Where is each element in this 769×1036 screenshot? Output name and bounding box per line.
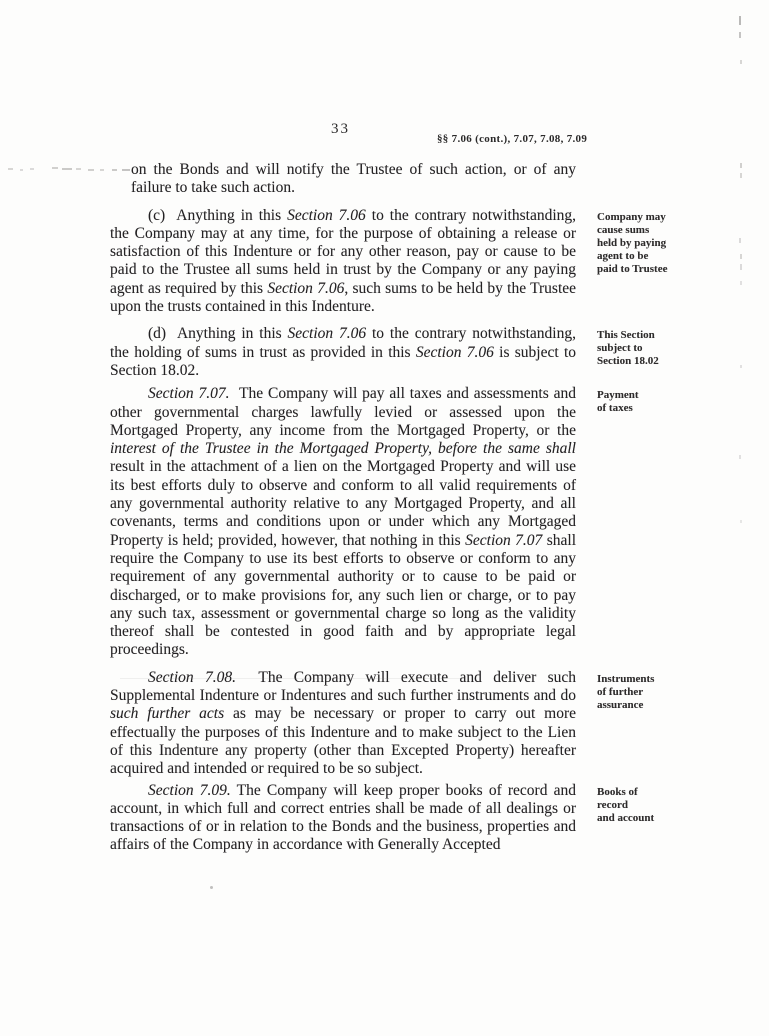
margin-note-books-of-record — [597, 786, 692, 825]
italic-run: interest of the Trustee in the Mortgaged Property, before the same shall — [110, 440, 576, 458]
scan-artifact — [739, 455, 741, 459]
margin-note-line: paid to Trustee — [597, 263, 668, 275]
scan-artifact — [100, 169, 104, 171]
text-run: The Company will keep proper books of record and account, in which full and correct entries shall be made of all dealings or transactions of or in relation to the Bonds and the business, properties and affairs of the Company in accordance with Generally Accepted — [110, 781, 576, 854]
margin-note-line: of taxes — [597, 402, 633, 414]
scan-artifact — [740, 60, 742, 64]
text-run: shall require the Company to use its best efforts to observe or conform to any requirement of any governmental authority or to cause to be paid or discharged, or to make provisions for, any such lien or charge, or to pay any such tax, assessment or governmental charge so long as the validity thereof shall be contested in good faith and by appropriate legal proceedings. — [110, 531, 577, 659]
para-7-06-d — [110, 325, 576, 380]
para-7-06-c — [110, 207, 576, 317]
text-run: (c) Anything in this — [148, 206, 288, 224]
scan-artifact — [740, 281, 742, 285]
scan-artifact — [740, 163, 742, 168]
para-7-08 — [110, 669, 576, 779]
para-7-09 — [110, 782, 576, 855]
margin-note-line: subject to — [597, 342, 643, 354]
scan-artifact — [52, 167, 58, 169]
margin-note-line: assurance — [597, 699, 644, 711]
text-run: is subject to Section 18.02. — [110, 343, 576, 379]
text-run: to the contrary notwithstanding, the holding of sums in trust as provided in this — [110, 325, 576, 361]
scan-artifact — [740, 264, 742, 270]
text-run: The Company will execute and deliver such Supplemental Indenture or Indentures and such further instruments and do — [110, 668, 577, 705]
italic-run: Section 7.06 — [415, 343, 494, 361]
scan-artifact — [112, 169, 117, 171]
margin-note-line: held by paying — [597, 237, 667, 249]
scan-artifact — [88, 169, 94, 171]
margin-note-section-18-02 — [597, 329, 692, 368]
text-run: , such sums to be held by the Trustee upon the trusts contained in this Indenture. — [110, 279, 577, 316]
italic-run: Section 7.06 — [267, 279, 345, 297]
text-run: The Company will pay all taxes and assessments and other governmental charges lawfully levied or assessed upon the Mortgaged Property, any income from the Mortgaged Property, or the — [110, 385, 576, 439]
para-7-07 — [110, 385, 576, 659]
scan-artifact — [62, 168, 72, 170]
margin-note-line: agent to be — [597, 250, 649, 262]
scan-artifact — [76, 168, 81, 170]
scan-artifact — [739, 32, 741, 38]
scan-artifact — [8, 168, 13, 170]
margin-note-line: This Section — [597, 329, 655, 341]
page-number: 33 — [331, 121, 350, 137]
margin-note-line: cause sums — [597, 224, 650, 236]
italic-run: Section 7.07 — [465, 531, 543, 549]
margin-note-line: record — [597, 799, 628, 811]
margin-note-line: Instruments — [597, 673, 655, 685]
text-run: (d) Anything in this — [148, 325, 288, 343]
italic-run: such further acts — [110, 705, 225, 723]
margin-note-payment-of-taxes — [597, 389, 692, 415]
margin-note-line: and account — [597, 812, 655, 824]
scan-artifact — [740, 520, 742, 523]
scan-artifact — [120, 678, 460, 679]
margin-note-line: Books of — [597, 786, 638, 798]
italic-run: Section 7.07. — [148, 385, 230, 403]
margin-note-line: Payment — [597, 389, 639, 401]
scan-artifact — [739, 238, 741, 243]
italic-run: Section 7.09. — [148, 781, 231, 799]
margin-note-line: Section 18.02 — [597, 355, 659, 367]
italic-run: Section 7.06 — [287, 206, 366, 224]
scan-artifact — [122, 169, 130, 171]
scan-artifact — [30, 168, 34, 170]
margin-note-line: Company may — [597, 211, 666, 223]
margin-note-line: of further — [597, 686, 644, 698]
para-7-06-continuation — [131, 161, 576, 198]
scan-artifact — [740, 365, 742, 368]
scan-artifact — [739, 16, 741, 25]
text-run: as may be necessary or proper to carry out more effectually the purposes of this Indenture and to make subject to the Lien of this Indenture any property (other than Excepted Property) hereafter acquired and intended or required to be so subject. — [110, 705, 576, 778]
text-run: on the Bonds and will notify the Trustee of such action, or of any failure to take such action. — [131, 161, 576, 197]
scan-artifact — [740, 173, 742, 178]
italic-run: Section 7.06 — [287, 325, 367, 343]
text-run: result in the attachment of a lien on the Mortgaged Property and will use its best efforts duly to observe and conform to all valid requirements of any governmental authority relative to any Mortgaged Property, and all covenants, terms and conditions upon or under which any Mortgaged Property is held; provided, however, that nothing in this — [110, 458, 576, 549]
margin-note-paying-agent — [597, 211, 692, 276]
italic-run: Section 7.08. — [148, 668, 236, 686]
margin-note-further-assurance — [597, 673, 692, 712]
scan-artifact — [20, 169, 23, 171]
running-head-sections: §§ 7.06 (cont.), 7.07, 7.08, 7.09 — [437, 133, 588, 145]
text-run: to the contrary notwithstanding, the Company may at any time, for the purpose of obtaining a release or satisfaction of this Indenture or for any other reason, pay or cause to be paid to the Trustee all sums held in trust by the Company or any paying agent as required by this — [110, 206, 576, 297]
text-column — [110, 161, 576, 855]
scan-artifact — [210, 886, 213, 889]
scan-artifact — [740, 254, 742, 259]
